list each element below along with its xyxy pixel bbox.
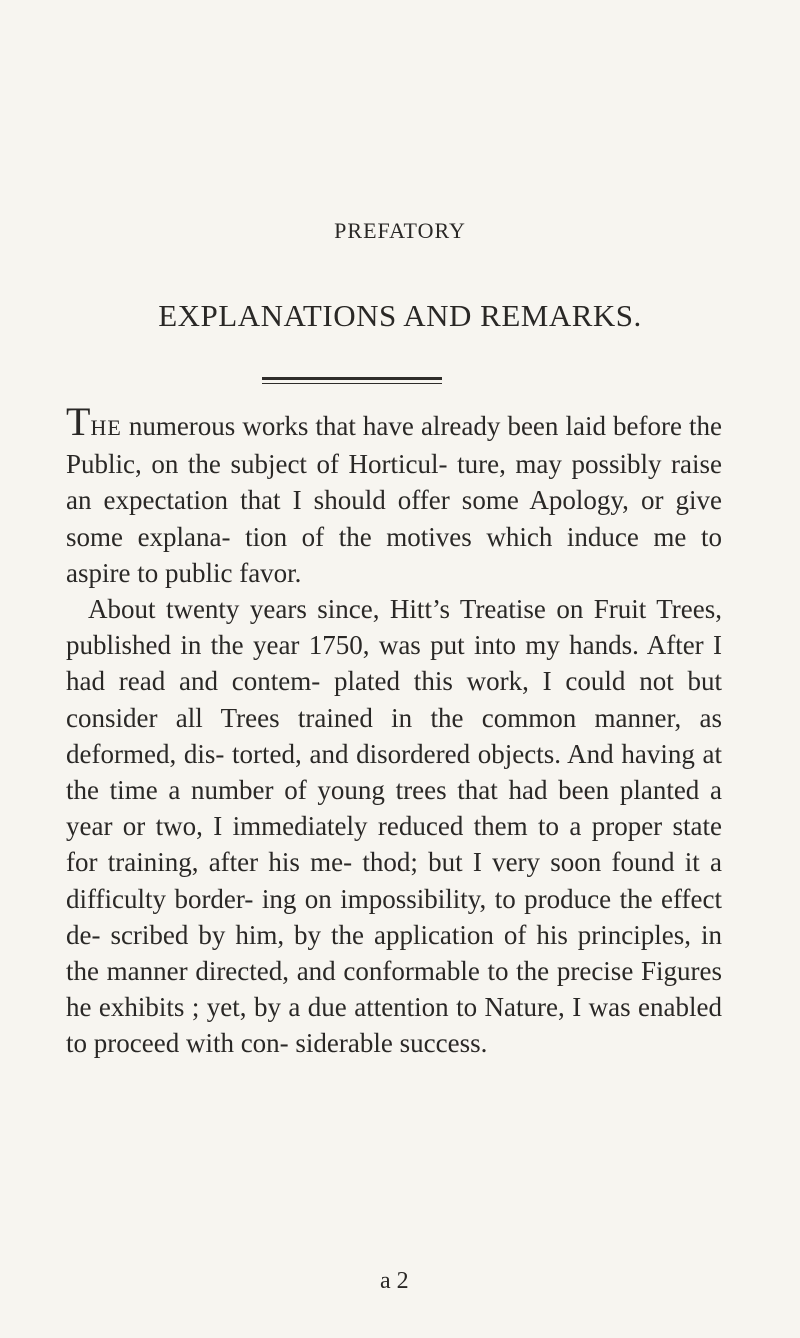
small-caps-word: HE — [90, 415, 122, 440]
decorative-rule-thin — [262, 383, 442, 384]
paragraph-1 — [66, 399, 722, 591]
body-text — [66, 399, 722, 1062]
decorative-rule-thick — [262, 377, 442, 380]
paragraph-1-text: numerous works that have already been laid before the Public, on the subject of Horticul- ture, may possibly raise an expectation that I should offer some Apology, or give some explana- tion of the motives which induce me to aspire to public favor. — [66, 411, 722, 588]
heading-explanations: EXPLANATIONS AND REMARKS. — [158, 298, 642, 333]
paragraph-2: About twenty years since, Hitt’s Treatise on Fruit Trees, published in the year 1750, was put into my hands. After I had read and contem- plated this work, I could not but consider all Trees trained in the common manner, as deformed, dis- torted, and disordered objects. And having at the time a number of young trees that had been planted a year or two, I immediately reduced them to a proper state for training, after his me- thod; but I very soon found it a difficulty border- ing on impossibility, to produce the effect de- scribed by him, by the application of his principles, in the manner directed, and conformable to the precise Figures he exhibits ; yet, by a due attention to Nature, I was enabled to proceed with con- siderable success. — [66, 594, 722, 1059]
heading-prefatory: PREFATORY — [334, 218, 466, 243]
signature-mark: a 2 — [380, 1268, 409, 1294]
show-through-texture — [150, 45, 710, 225]
drop-cap: T — [66, 399, 91, 444]
